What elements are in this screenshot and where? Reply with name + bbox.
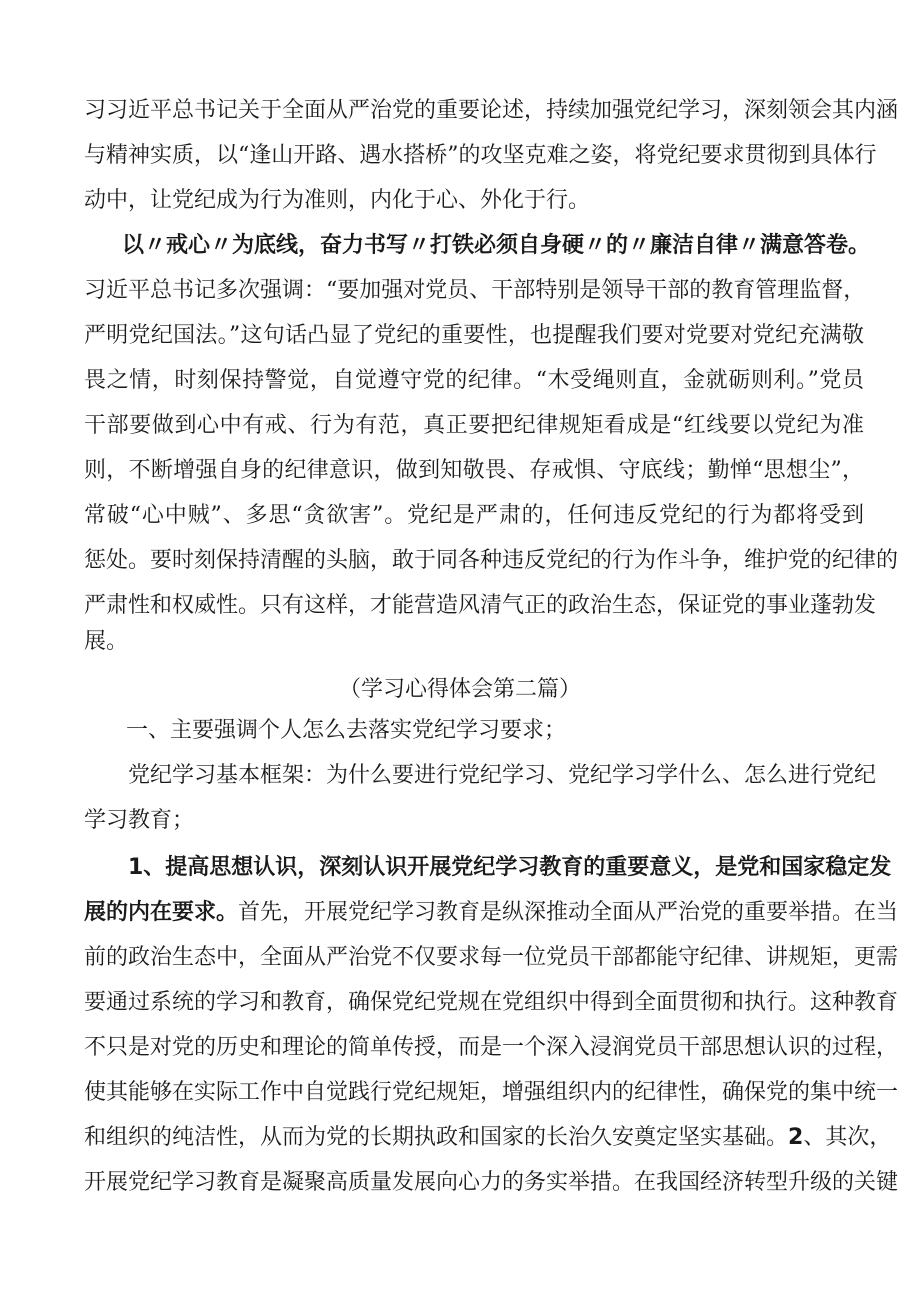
paragraph-line: 使其能够在实际工作中自觉践行党纪规矩，增强组织内的纪律性，确保党的集中统一 — [84, 1080, 899, 1105]
paragraph-line: 前的政治生态中，全面从严治党不仅要求每一位党员干部都能守纪律、讲规矩，更需 — [84, 945, 899, 970]
framework-line: 学习教育； — [84, 808, 195, 833]
paragraph-line: 习习近平总书记关于全面从严治党的重要论述，持续加强党纪学习，深刻领会其内涵 — [84, 98, 899, 123]
line-seven-prefix: 和组织的纯洁性，从而为党的长期执政和国家的长治久安奠定坚实基础。 — [84, 1125, 789, 1150]
paragraph-line: 习近平总书记多次强调：“要加强对党员、干部特别是领导干部的教育管理监督， — [84, 278, 866, 303]
heading-one: 一、主要强调个人怎么去落实党纪学习要求； — [126, 718, 567, 743]
paragraph-line: 常破“心中贼”、多思“贪欲害”。党纪是严肃的，任何违反党纪的行为都将受到 — [84, 503, 864, 528]
paragraph-line: 严肃性和权威性。只有这样，才能营造风清气正的政治生态，保证党的事业蓬勃发 — [84, 593, 877, 618]
paragraph-line: 与精神实质，以“逢山开路、遇水搭桥”的攻坚克难之姿，将党纪要求贯彻到具体行 — [84, 143, 877, 168]
paragraph-line: 开展党纪学习教育是凝聚高质量发展向心力的务实举措。在我国经济转型升级的关键 — [84, 1170, 899, 1195]
paragraph-line: 不只是对党的历史和理论的简单传授，而是一个深入浸润党员干部思想认识的过程， — [84, 1035, 899, 1060]
paragraph-line: 畏之情，时刻保持警觉，自觉遵守党的纪律。“木受绳则直，金就砺则利。”党员 — [84, 368, 864, 393]
paragraph-line: 展。 — [84, 629, 129, 654]
point-two-number: 2 — [788, 1125, 804, 1150]
section-title: （学习心得体会第二篇） — [338, 677, 581, 702]
paragraph-line: 干部要做到心中有戒、行为有范，真正要把纪律规矩看成是“红线要以党纪为准 — [84, 413, 864, 438]
paragraph-line: 惩处。要时刻保持清醒的头脑，敢于同各种违反党纪的行为作斗争，维护党的纪律的 — [84, 548, 899, 573]
framework-line: 党纪学习基本框架：为什么要进行党纪学习、党纪学习学什么、怎么进行党纪 — [128, 763, 877, 788]
point-one-line-seven — [84, 1123, 892, 1153]
point-one-line — [84, 898, 899, 928]
paragraph-line: 要通过系统的学习和教育，确保党纪党规在党组织中得到全面贯彻和执行。这种教育 — [84, 990, 899, 1015]
bold-paragraph-heading: 以〃戒心〃为底线，奋力书写〃打铁必须自身硬〃的〃廉洁自律〃满意答卷。 — [122, 233, 871, 258]
point-one-bold-prefix: 展的内在要求。 — [84, 900, 239, 925]
point-one-text: 首先，开展党纪学习教育是纵深推动全面从严治党的重要举措。在当 — [238, 900, 899, 925]
paragraph-line: 则，不断增强自身的纪律意识，做到知敬畏、存戒惧、守底线；勤惮“思想尘”， — [84, 458, 864, 483]
paragraph-line: 严明党纪国法。”这句话凸显了党纪的重要性，也提醒我们要对党要对党纪充满敬 — [84, 323, 864, 348]
paragraph-line: 动中，让党纪成为行为准则，内化于心、外化于行。 — [84, 188, 591, 213]
line-seven-suffix: 、其次， — [803, 1125, 892, 1150]
point-one-bold-line: 1、提高思想认识，深刻认识开展党纪学习教育的重要意义，是党和国家稳定发 — [128, 855, 892, 880]
